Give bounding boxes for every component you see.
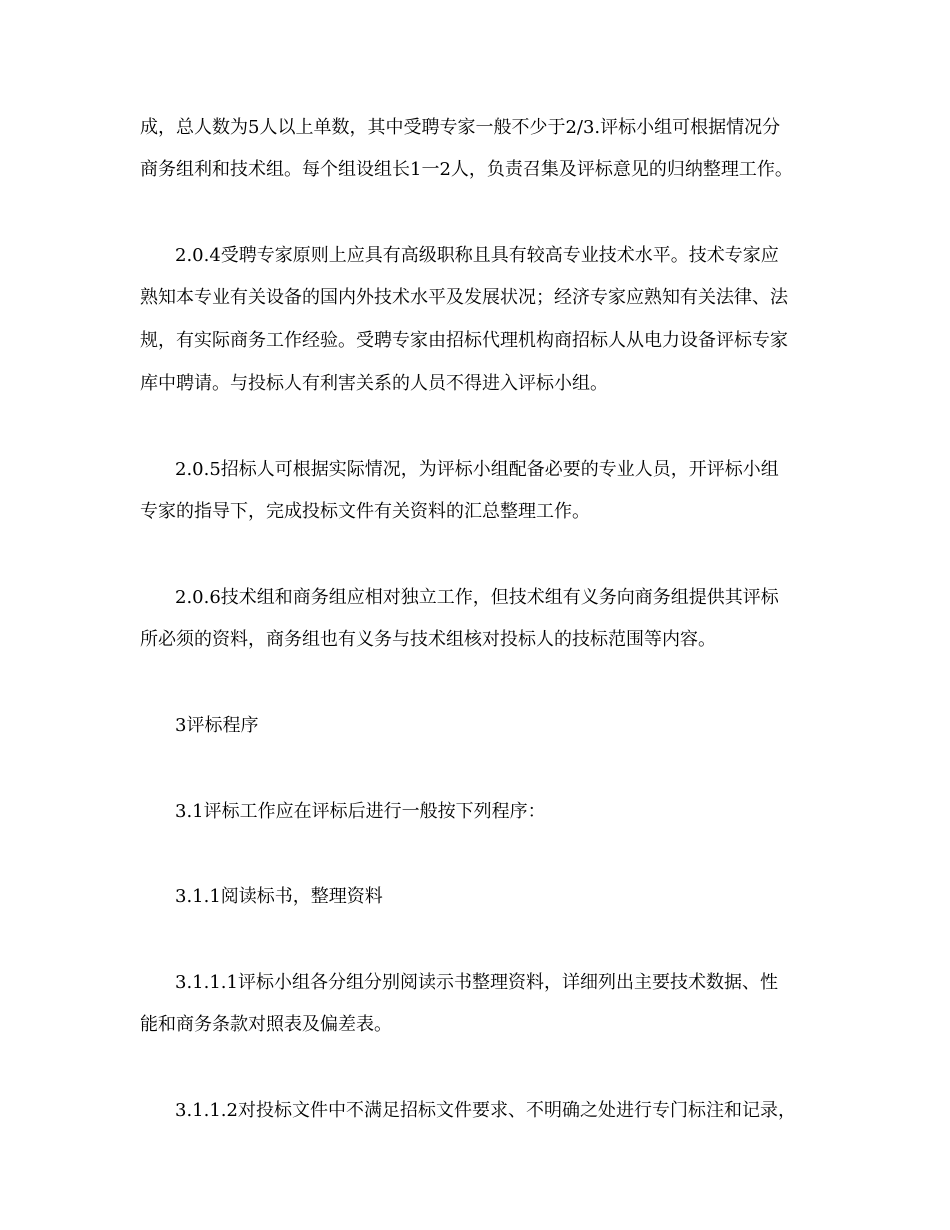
paragraph-line: 熟知本专业有关设备的国内外技术水平及发展状况；经济专家应熟知有关法律、法 [140,287,788,308]
paragraph-line: 成，总人数为5人以上单数，其中受聘专家一般不少于2/3.评标小组可根据情况分 [140,117,781,138]
paragraph-line: 商务组利和技术组。每个组设组长1一2人，负责召集及评标意见的归纳整理工作。 [140,159,793,180]
section-3-1-line: 3.1评标工作应在评标后进行一般按下列程序： [175,801,546,822]
heading-3: 3评标程序 [175,715,259,736]
paragraph-line: 能和商务条款对照表及偏差表。 [140,1014,392,1035]
section-2-0-6-line: 2.0.6技术组和商务组应相对独立工作，但技术组有义务向商务组提供其评标 [175,587,779,608]
section-2-0-4-line: 2.0.4受聘专家原则上应具有高级职称且具有较高专业技术水平。技术专家应 [175,245,779,266]
section-2-0-5-line: 2.0.5招标人可根据实际情况，为评标小组配备必要的专业人员，开评标小组 [175,459,779,480]
paragraph-line: 规，有实际商务工作经验。受聘专家由招标代理机构商招标人从电力设备评标专家 [140,330,788,351]
section-3-1-1-line: 3.1.1阅读标书，整理资料 [175,886,383,907]
section-3-1-1-2-line: 3.1.1.2对投标文件中不满足招标文件要求、不明确之处进行专门标注和记录， [175,1100,796,1121]
paragraph-line: 库中聘请。与投标人有利害关系的人员不得进入评标小组。 [140,373,608,394]
paragraph-line: 所必须的资料，商务组也有义务与技术组核对投标人的技标范围等内容。 [140,629,716,650]
section-3-1-1-1-line: 3.1.1.1评标小组各分组分别阅读示书整理资料，详细列出主要技术数据、性 [175,972,778,993]
paragraph-line: 专家的指导下，完成投标文件有关资料的汇总整理工作。 [140,501,590,522]
